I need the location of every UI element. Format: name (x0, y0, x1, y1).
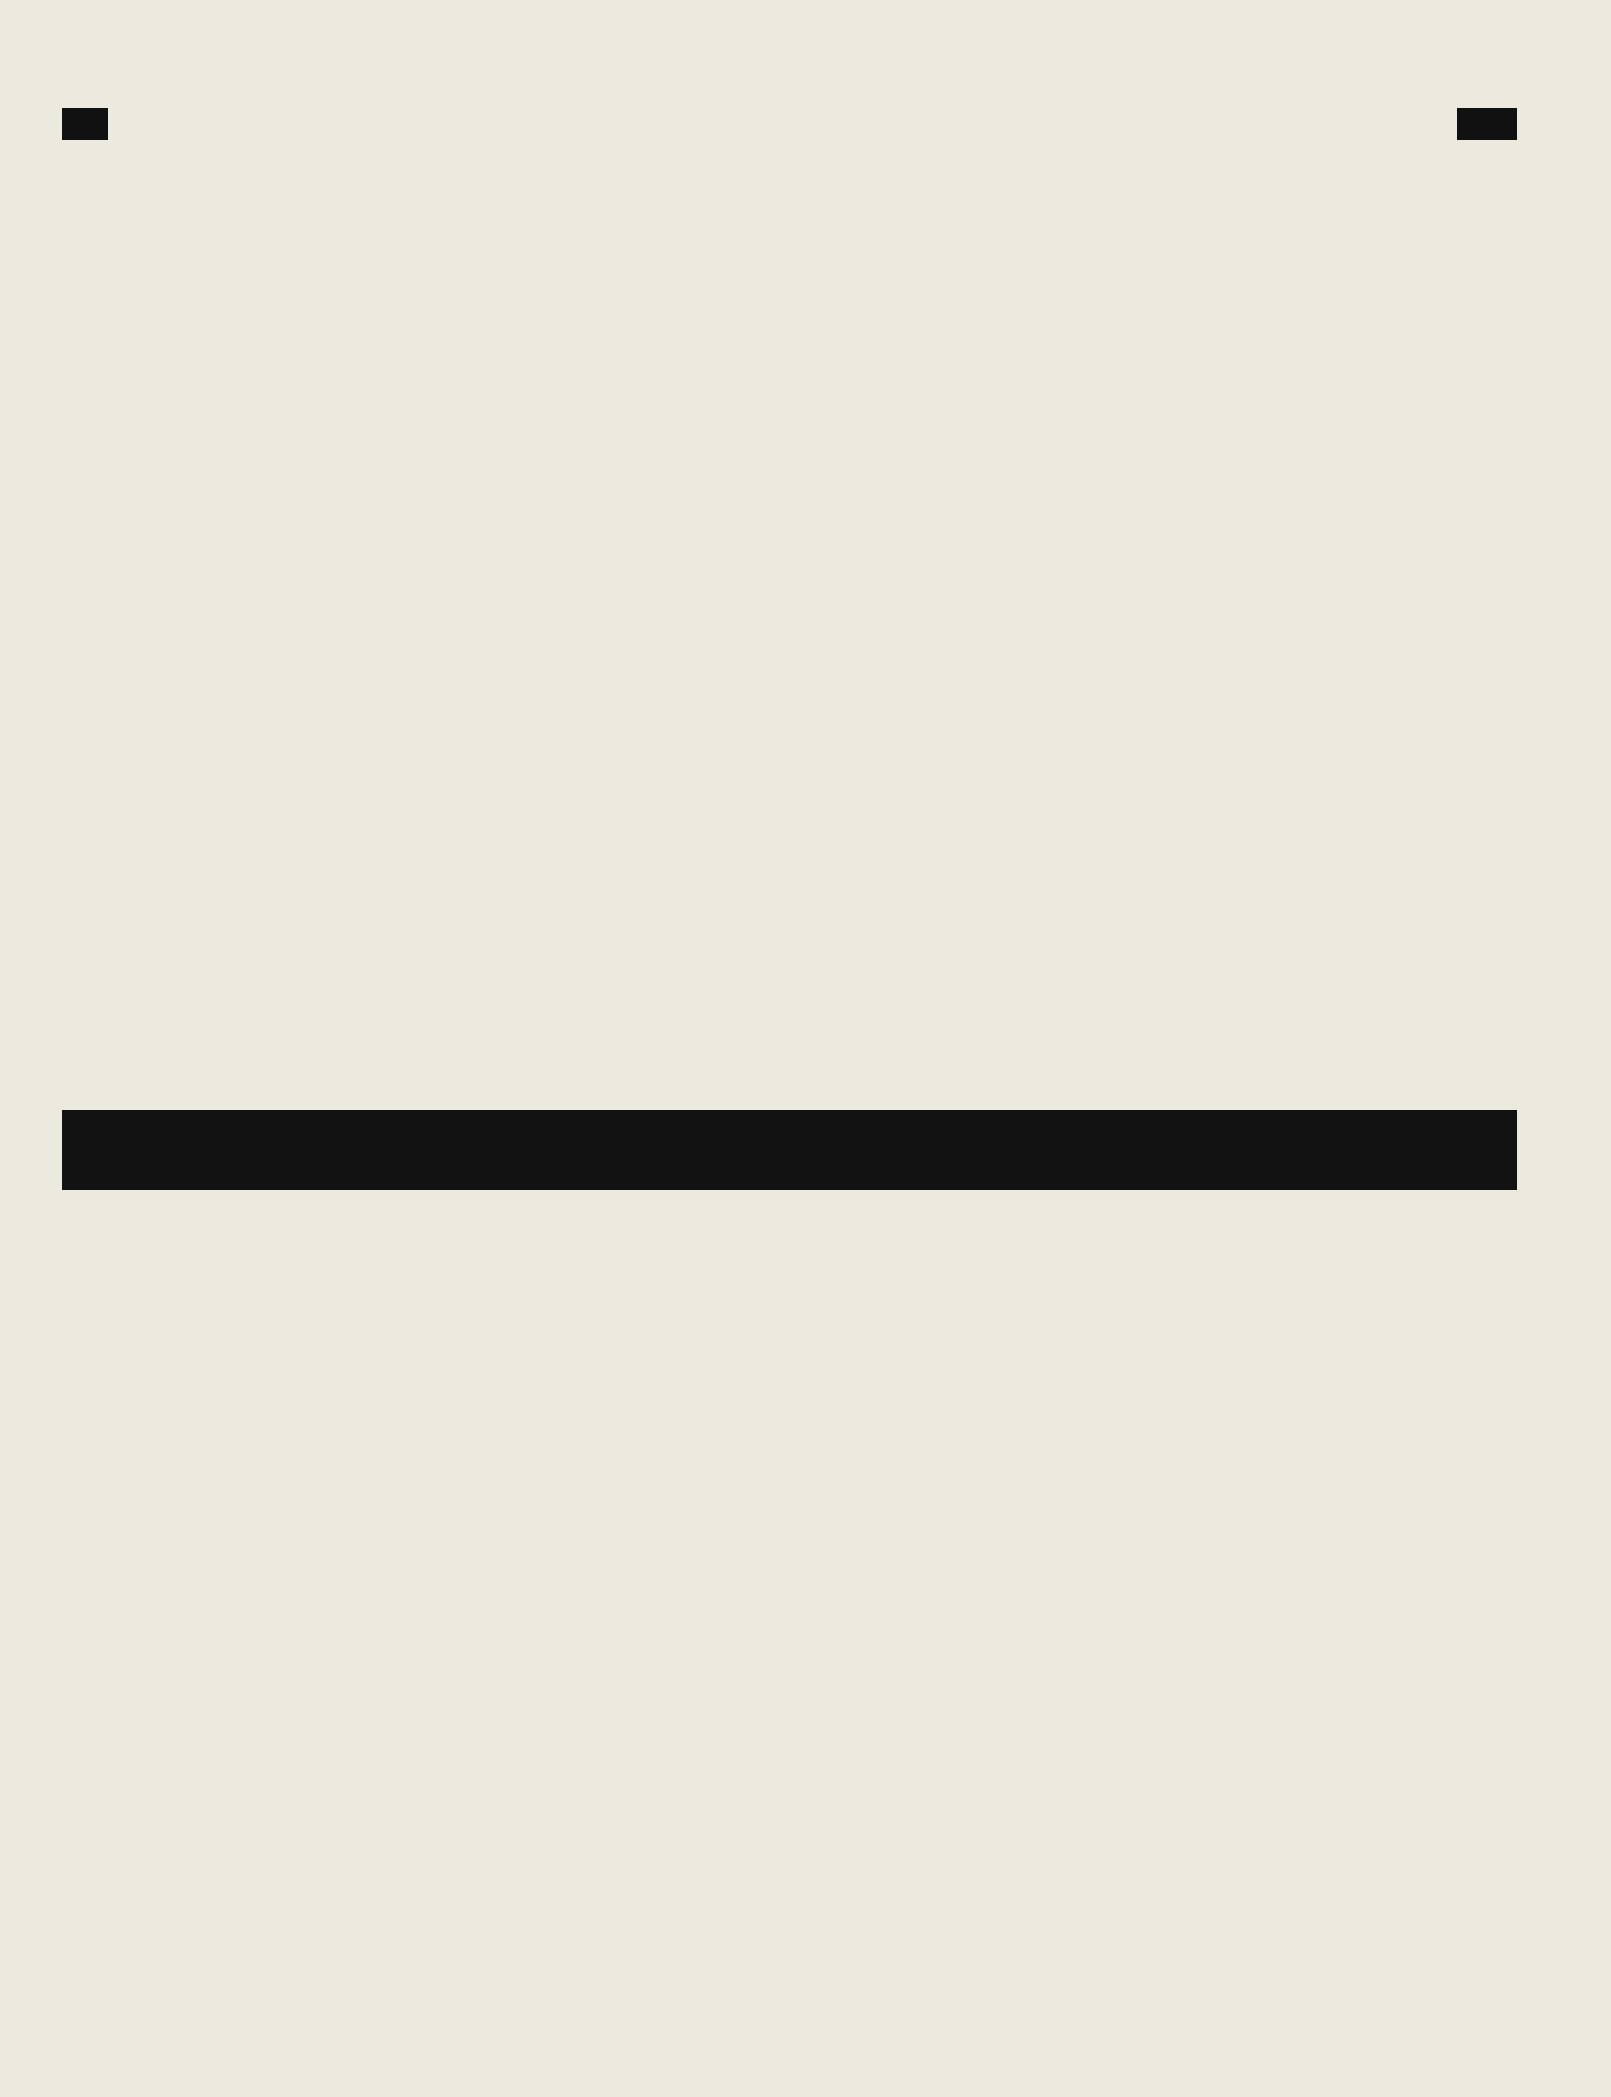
results-banner (62, 1110, 1517, 1190)
results-columns (62, 1195, 1517, 2085)
headline (62, 133, 1517, 252)
training-columns (62, 246, 1517, 1106)
